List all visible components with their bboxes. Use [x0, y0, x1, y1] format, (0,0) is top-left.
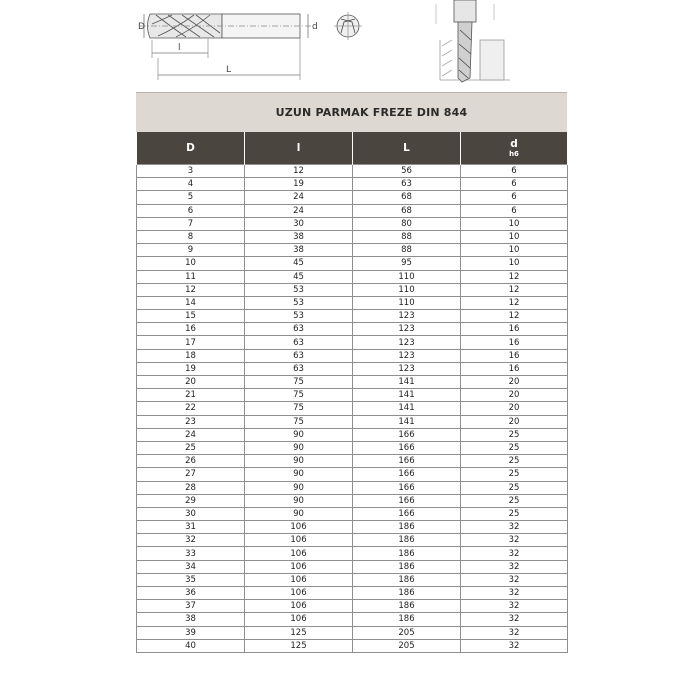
cell-D: 12 [137, 283, 245, 296]
cell-L: 166 [353, 455, 461, 468]
cell-D: 37 [137, 600, 245, 613]
cell-l: 106 [245, 534, 353, 547]
cell-L: 68 [353, 204, 461, 217]
table-row [137, 521, 568, 534]
drawing-label-L: L [226, 65, 232, 75]
cell-l: 106 [245, 573, 353, 586]
table-row [137, 587, 568, 600]
cell-d: 32 [461, 600, 568, 613]
header-sublabel: h6 [509, 149, 519, 158]
table-row [137, 217, 568, 230]
cell-L: 166 [353, 507, 461, 520]
cell-D: 33 [137, 547, 245, 560]
cell-d: 25 [461, 455, 568, 468]
cell-D: 3 [137, 165, 245, 178]
cell-D: 27 [137, 468, 245, 481]
cell-d: 10 [461, 217, 568, 230]
cell-l: 106 [245, 560, 353, 573]
cell-L: 63 [353, 178, 461, 191]
table-row [137, 310, 568, 323]
cell-d: 10 [461, 244, 568, 257]
cell-l: 12 [245, 165, 353, 178]
cell-D: 16 [137, 323, 245, 336]
cell-l: 90 [245, 494, 353, 507]
cell-D: 11 [137, 270, 245, 283]
table-row [137, 389, 568, 402]
cell-D: 7 [137, 217, 245, 230]
cell-d: 25 [461, 494, 568, 507]
cell-L: 88 [353, 244, 461, 257]
table-row [137, 481, 568, 494]
cell-D: 38 [137, 613, 245, 626]
column-header-l [245, 132, 353, 165]
table-row [137, 283, 568, 296]
cell-d: 6 [461, 204, 568, 217]
cell-D: 31 [137, 521, 245, 534]
cell-L: 186 [353, 547, 461, 560]
cell-L: 141 [353, 402, 461, 415]
cell-l: 75 [245, 415, 353, 428]
cell-D: 21 [137, 389, 245, 402]
cell-d: 10 [461, 230, 568, 243]
cell-l: 38 [245, 244, 353, 257]
cell-l: 38 [245, 230, 353, 243]
table-row [137, 455, 568, 468]
cell-L: 205 [353, 639, 461, 652]
cell-L: 205 [353, 626, 461, 639]
cell-l: 30 [245, 217, 353, 230]
cell-L: 186 [353, 573, 461, 586]
cell-D: 10 [137, 257, 245, 270]
end-mill-drawing [0, 0, 700, 92]
table-row [137, 639, 568, 652]
table-row [137, 560, 568, 573]
cell-D: 22 [137, 402, 245, 415]
cell-D: 19 [137, 362, 245, 375]
cell-l: 19 [245, 178, 353, 191]
cell-l: 106 [245, 613, 353, 626]
table-row [137, 244, 568, 257]
cell-D: 15 [137, 310, 245, 323]
cell-l: 24 [245, 191, 353, 204]
cell-d: 20 [461, 376, 568, 389]
cell-L: 141 [353, 415, 461, 428]
header-label: L [403, 141, 410, 154]
cell-d: 32 [461, 560, 568, 573]
table-row [137, 402, 568, 415]
cell-d: 25 [461, 441, 568, 454]
cell-L: 166 [353, 481, 461, 494]
table-row [137, 534, 568, 547]
cell-l: 63 [245, 323, 353, 336]
table-row [137, 191, 568, 204]
cell-l: 63 [245, 362, 353, 375]
table-row [137, 323, 568, 336]
cell-d: 20 [461, 402, 568, 415]
cell-L: 186 [353, 613, 461, 626]
column-header-D [137, 132, 245, 165]
cell-d: 25 [461, 428, 568, 441]
drawing-label-d: d [312, 22, 318, 32]
cell-L: 123 [353, 310, 461, 323]
table-row [137, 507, 568, 520]
cell-L: 123 [353, 349, 461, 362]
cell-L: 123 [353, 336, 461, 349]
cell-l: 75 [245, 389, 353, 402]
cell-d: 32 [461, 587, 568, 600]
cell-l: 90 [245, 481, 353, 494]
cell-l: 106 [245, 547, 353, 560]
cell-l: 90 [245, 441, 353, 454]
cell-l: 24 [245, 204, 353, 217]
cell-L: 110 [353, 270, 461, 283]
cell-d: 12 [461, 296, 568, 309]
table-row [137, 376, 568, 389]
table-row [137, 573, 568, 586]
cell-d: 25 [461, 507, 568, 520]
table-row [137, 468, 568, 481]
cell-d: 20 [461, 415, 568, 428]
cell-D: 9 [137, 244, 245, 257]
spec-table [136, 132, 568, 653]
cell-L: 80 [353, 217, 461, 230]
cell-D: 35 [137, 573, 245, 586]
table-header-row [137, 132, 568, 165]
cell-d: 25 [461, 481, 568, 494]
cell-D: 14 [137, 296, 245, 309]
cell-D: 23 [137, 415, 245, 428]
cell-d: 32 [461, 534, 568, 547]
cell-l: 63 [245, 336, 353, 349]
cell-D: 40 [137, 639, 245, 652]
cell-L: 186 [353, 600, 461, 613]
cell-D: 6 [137, 204, 245, 217]
cell-l: 106 [245, 521, 353, 534]
cell-D: 18 [137, 349, 245, 362]
cell-L: 186 [353, 521, 461, 534]
cell-l: 63 [245, 349, 353, 362]
table-row [137, 270, 568, 283]
cell-d: 16 [461, 349, 568, 362]
table-row [137, 336, 568, 349]
cell-L: 110 [353, 296, 461, 309]
table-row [137, 428, 568, 441]
cell-L: 141 [353, 376, 461, 389]
table-row [137, 165, 568, 178]
spec-table-container [136, 92, 567, 653]
cell-D: 25 [137, 441, 245, 454]
table-title: UZUN PARMAK FREZE DIN 844 [136, 92, 567, 132]
cell-D: 32 [137, 534, 245, 547]
cell-L: 95 [353, 257, 461, 270]
cell-D: 17 [137, 336, 245, 349]
cell-d: 32 [461, 521, 568, 534]
drawing-label-D: D [138, 22, 145, 32]
cell-D: 26 [137, 455, 245, 468]
cell-D: 29 [137, 494, 245, 507]
cell-L: 166 [353, 494, 461, 507]
cell-l: 45 [245, 270, 353, 283]
cell-d: 12 [461, 270, 568, 283]
drawing-label-l: l [178, 43, 181, 53]
cell-d: 10 [461, 257, 568, 270]
cell-D: 34 [137, 560, 245, 573]
cell-d: 12 [461, 310, 568, 323]
table-row [137, 362, 568, 375]
cell-d: 6 [461, 191, 568, 204]
cell-d: 6 [461, 165, 568, 178]
cell-l: 106 [245, 587, 353, 600]
table-body [137, 165, 568, 653]
cell-d: 32 [461, 613, 568, 626]
cell-D: 28 [137, 481, 245, 494]
cell-d: 32 [461, 547, 568, 560]
cell-L: 186 [353, 560, 461, 573]
cell-d: 32 [461, 639, 568, 652]
header-label: d [510, 137, 518, 150]
table-row [137, 296, 568, 309]
cell-l: 90 [245, 455, 353, 468]
cell-D: 39 [137, 626, 245, 639]
cell-l: 90 [245, 507, 353, 520]
cell-L: 186 [353, 534, 461, 547]
table-row [137, 494, 568, 507]
table-row [137, 626, 568, 639]
cell-l: 45 [245, 257, 353, 270]
cell-d: 6 [461, 178, 568, 191]
cell-D: 20 [137, 376, 245, 389]
table-row [137, 613, 568, 626]
table-row [137, 230, 568, 243]
cell-l: 125 [245, 626, 353, 639]
cell-d: 20 [461, 389, 568, 402]
table-row [137, 257, 568, 270]
table-row [137, 547, 568, 560]
cell-L: 166 [353, 441, 461, 454]
cell-l: 90 [245, 468, 353, 481]
column-header-d [461, 132, 568, 165]
cell-l: 75 [245, 402, 353, 415]
cell-L: 186 [353, 587, 461, 600]
cell-L: 123 [353, 362, 461, 375]
cell-d: 12 [461, 283, 568, 296]
cell-L: 68 [353, 191, 461, 204]
cell-d: 16 [461, 323, 568, 336]
cell-l: 90 [245, 428, 353, 441]
cell-D: 8 [137, 230, 245, 243]
cell-l: 53 [245, 310, 353, 323]
cell-L: 110 [353, 283, 461, 296]
cell-D: 5 [137, 191, 245, 204]
cell-d: 32 [461, 573, 568, 586]
cell-L: 56 [353, 165, 461, 178]
table-row [137, 178, 568, 191]
cell-D: 30 [137, 507, 245, 520]
header-label: D [186, 141, 195, 154]
table-row [137, 415, 568, 428]
cell-D: 24 [137, 428, 245, 441]
cell-L: 88 [353, 230, 461, 243]
cell-L: 166 [353, 468, 461, 481]
cell-l: 53 [245, 283, 353, 296]
cell-L: 141 [353, 389, 461, 402]
cell-D: 4 [137, 178, 245, 191]
cell-d: 32 [461, 626, 568, 639]
table-row [137, 600, 568, 613]
cell-d: 16 [461, 362, 568, 375]
cell-l: 125 [245, 639, 353, 652]
cell-L: 123 [353, 323, 461, 336]
column-header-L [353, 132, 461, 165]
cell-d: 16 [461, 336, 568, 349]
cell-l: 75 [245, 376, 353, 389]
table-row [137, 349, 568, 362]
cell-l: 106 [245, 600, 353, 613]
cell-d: 25 [461, 468, 568, 481]
cell-l: 53 [245, 296, 353, 309]
header-label: l [296, 141, 301, 154]
cell-L: 166 [353, 428, 461, 441]
cell-D: 36 [137, 587, 245, 600]
table-row [137, 441, 568, 454]
table-row [137, 204, 568, 217]
